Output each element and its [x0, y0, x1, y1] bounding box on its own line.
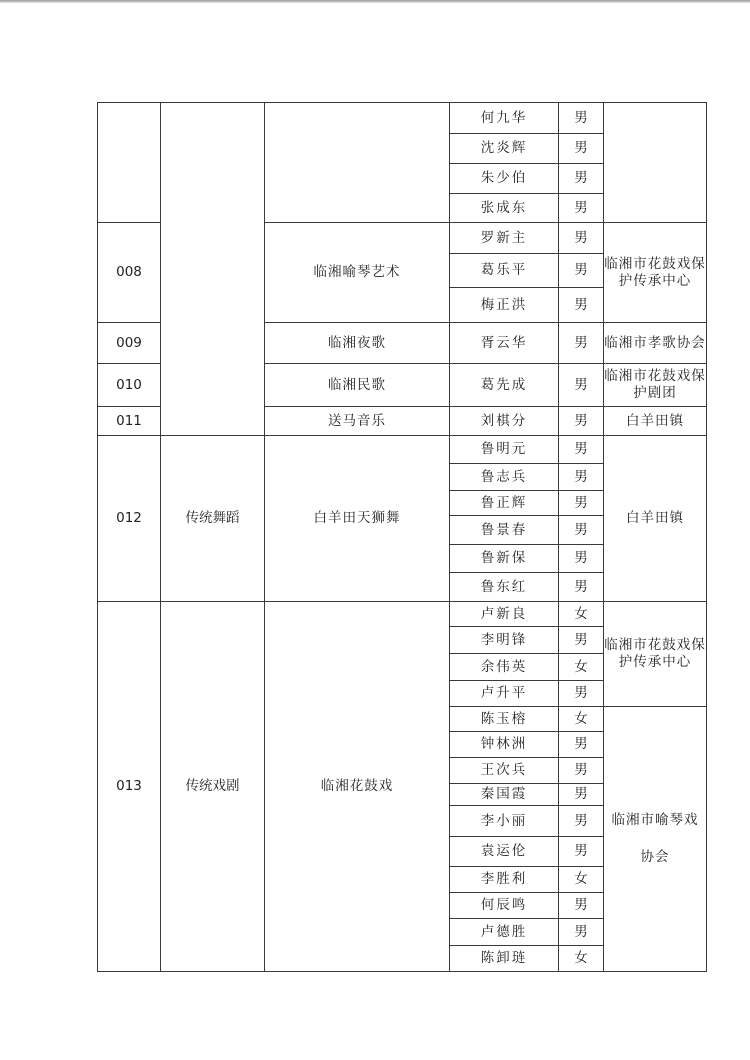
gender-cell: 男: [559, 491, 604, 516]
scan-edge: [0, 0, 750, 3]
gender-cell: 男: [559, 364, 604, 407]
name-cell: 袁运伦: [450, 837, 559, 867]
gender-cell: 女: [559, 867, 604, 893]
gender-cell: 男: [559, 254, 604, 288]
name-cell: 胥云华: [450, 323, 559, 364]
gender-cell: 男: [559, 288, 604, 323]
project-cell: 送马音乐: [265, 407, 450, 436]
gender-cell: 男: [559, 407, 604, 436]
gender-cell: 男: [559, 516, 604, 545]
gender-cell: 男: [559, 758, 604, 784]
unit-cell: [604, 707, 707, 972]
number-cell: 012: [98, 436, 161, 602]
unit-line-spacer: [604, 829, 706, 849]
name-cell: 张成东: [450, 194, 559, 223]
name-cell: 罗新主: [450, 223, 559, 254]
gender-cell: 男: [559, 223, 604, 254]
name-cell: 秦国霞: [450, 784, 559, 806]
gender-cell: 女: [559, 654, 604, 681]
gender-cell: 男: [559, 573, 604, 602]
name-cell: 葛乐平: [450, 254, 559, 288]
gender-cell: 男: [559, 103, 604, 134]
name-cell: 刘棋分: [450, 407, 559, 436]
gender-cell: 男: [559, 893, 604, 919]
number-cell: 011: [98, 407, 161, 436]
inheritor-table: [97, 102, 707, 972]
name-cell: 卢新良: [450, 602, 559, 627]
name-cell: 陈玉榕: [450, 707, 559, 732]
name-cell: 鲁志兵: [450, 464, 559, 491]
name-cell: 李小丽: [450, 806, 559, 837]
table-row: [98, 103, 707, 134]
name-cell: 鲁明元: [450, 436, 559, 464]
unit-line-2: 协会: [640, 849, 670, 865]
gender-cell: 男: [559, 919, 604, 946]
name-cell: 鲁景春: [450, 516, 559, 545]
name-cell: 钟林洲: [450, 732, 559, 758]
name-cell: 陈卸琏: [450, 946, 559, 972]
category-cell: 传统戏剧: [161, 602, 265, 972]
unit-cell: 白羊田镇: [604, 436, 707, 602]
number-cell: 013: [98, 602, 161, 972]
table-row: [98, 436, 707, 464]
unit-line-1: 临湘市喻琴戏: [611, 812, 699, 828]
name-cell: 梅正洪: [450, 288, 559, 323]
name-cell: 鲁东红: [450, 573, 559, 602]
unit-cell: 白羊田镇: [604, 407, 707, 436]
category-cell: [161, 103, 265, 436]
gender-cell: 女: [559, 707, 604, 732]
gender-cell: 男: [559, 806, 604, 837]
name-cell: 鲁新保: [450, 545, 559, 573]
project-cell: 临湘夜歌: [265, 323, 450, 364]
name-cell: 葛先成: [450, 364, 559, 407]
gender-cell: 男: [559, 164, 604, 194]
gender-cell: 女: [559, 946, 604, 972]
unit-cell: 临湘市花鼓戏保护剧团: [604, 364, 707, 407]
name-cell: 沈炎辉: [450, 134, 559, 164]
name-cell: 卢升平: [450, 681, 559, 707]
gender-cell: 男: [559, 436, 604, 464]
project-cell: 临湘民歌: [265, 364, 450, 407]
name-cell: 朱少伯: [450, 164, 559, 194]
gender-cell: 男: [559, 732, 604, 758]
table-row: [98, 602, 707, 627]
project-cell: [265, 103, 450, 223]
number-cell: [98, 103, 161, 223]
name-cell: 李胜利: [450, 867, 559, 893]
unit-cell: 临湘市花鼓戏保护传承中心: [604, 602, 707, 707]
gender-cell: 男: [559, 627, 604, 654]
name-cell: 何辰鸣: [450, 893, 559, 919]
gender-cell: 男: [559, 194, 604, 223]
number-cell: 009: [98, 323, 161, 364]
name-cell: 何九华: [450, 103, 559, 134]
gender-cell: 男: [559, 681, 604, 707]
project-cell: 白羊田天狮舞: [265, 436, 450, 602]
gender-cell: 男: [559, 323, 604, 364]
number-cell: 010: [98, 364, 161, 407]
name-cell: 王次兵: [450, 758, 559, 784]
name-cell: 鲁正辉: [450, 491, 559, 516]
project-cell: 临湘喻琴艺术: [265, 223, 450, 323]
category-cell: 传统舞蹈: [161, 436, 265, 602]
gender-cell: 男: [559, 464, 604, 491]
name-cell: 卢德胜: [450, 919, 559, 946]
gender-cell: 男: [559, 545, 604, 573]
number-cell: 008: [98, 223, 161, 323]
name-cell: 余伟英: [450, 654, 559, 681]
gender-cell: 男: [559, 837, 604, 867]
gender-cell: 男: [559, 134, 604, 164]
unit-cell: 临湘市孝歌协会: [604, 323, 707, 364]
unit-cell: 临湘市花鼓戏保护传承中心: [604, 223, 707, 323]
project-cell: 临湘花鼓戏: [265, 602, 450, 972]
gender-cell: 女: [559, 602, 604, 627]
unit-cell: [604, 103, 707, 223]
gender-cell: 男: [559, 784, 604, 806]
name-cell: 李明锋: [450, 627, 559, 654]
